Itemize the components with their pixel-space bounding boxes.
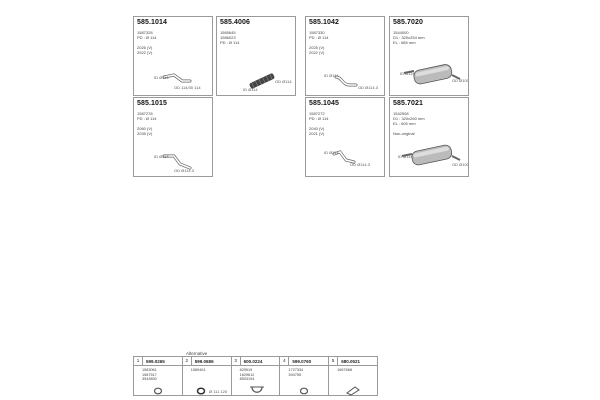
part-number: 585.1045: [309, 100, 339, 107]
flex-pipe-drawing: [217, 17, 296, 96]
label-outlet: OD Ø114.3: [358, 85, 378, 90]
alt-part-number: 599.0686: [194, 358, 214, 364]
part-details: 1587330 PD : Ø 114 2025 (V) 2022 (V): [309, 30, 329, 55]
label-inlet: ID Ø114: [324, 73, 339, 78]
clamp-icon: [134, 357, 183, 397]
part-number: 585.7021: [393, 100, 423, 107]
pipe-drawing: [306, 98, 385, 177]
bracket-icon: [329, 357, 378, 397]
label-outlet: OD Ø114.3: [350, 162, 370, 167]
alt-index: 2: [183, 357, 192, 365]
label-outlet: OD 114/30 114: [174, 85, 201, 90]
muffler-drawing: [390, 17, 469, 96]
alt-details: 1583061 1587517 3943830: [142, 368, 157, 382]
label-inlet: ID Ø114: [398, 154, 413, 159]
alt-index: 4: [280, 357, 289, 365]
alt-part-number: 600.0224: [243, 358, 263, 364]
part-card[interactable]: [305, 16, 385, 96]
alt-part-number: 599.0760: [292, 358, 312, 364]
alt-part-number: 680.0521: [341, 358, 360, 364]
alt-item[interactable]: [183, 357, 232, 395]
part-details: 1544000 D1 : 320x254 mm EL : 685 mm: [393, 30, 425, 45]
gasket-size: Ø 111 120: [208, 389, 227, 394]
alt-details: 629919 1629612 8503194: [239, 368, 255, 382]
part-details: 1587328 PD : Ø 114 2026 (V) 2922 (V): [137, 30, 157, 55]
part-number: 585.4006: [220, 19, 250, 26]
alt-index: 5: [329, 357, 338, 365]
label-inlet: ID Ø114: [400, 71, 415, 76]
label-inlet: ID Ø114: [154, 75, 169, 80]
part-number: 585.1014: [137, 19, 167, 26]
part-card[interactable]: [133, 16, 213, 96]
part-card[interactable]: [133, 97, 213, 177]
label-outlet: OD Ø100: [452, 78, 469, 83]
pipe-drawing: [306, 17, 385, 96]
alternative-title: Alternative: [186, 351, 208, 356]
alt-item[interactable]: [280, 357, 329, 395]
part-card[interactable]: [389, 97, 469, 177]
u-bolt-icon: [232, 357, 281, 397]
pipe-drawing: [134, 98, 213, 177]
alt-details: 1727334 394755: [288, 368, 304, 377]
pipe-drawing: [134, 17, 213, 96]
part-card[interactable]: [389, 16, 469, 96]
alt-details: 1667668: [337, 368, 352, 372]
label-outlet: OD Ø114.3: [174, 168, 194, 173]
part-number: 585.1042: [309, 19, 339, 26]
part-details: 1587278 PD : Ø 114 2060 (V) 2035 (V): [137, 111, 157, 136]
clamp-icon: [280, 357, 329, 397]
alt-index: 1: [134, 357, 143, 365]
part-number: 585.7020: [393, 19, 423, 26]
alt-item[interactable]: [329, 357, 377, 395]
label-inlet: ID Ø114: [243, 87, 258, 92]
alt-item[interactable]: [134, 357, 183, 395]
label-outlet: OD Ø100: [452, 162, 469, 167]
label-inlet: ID Ø114: [324, 150, 339, 155]
label-inlet: ID Ø114: [154, 154, 169, 159]
part-details: 1542508 D1 : 320x260 mm EL : 605 mm Non-original: [393, 111, 425, 136]
gasket-icon: [183, 357, 232, 397]
label-outlet: OD Ø114: [275, 79, 292, 84]
alternative-strip: [133, 356, 378, 396]
muffler-drawing: [390, 98, 469, 177]
alt-item[interactable]: [232, 357, 281, 395]
part-details: 1587272 PD : Ø 114 2040 (V) 2021 (V): [309, 111, 329, 136]
alt-index: 3: [232, 357, 241, 365]
alt-part-number: 599.0265: [146, 358, 165, 364]
part-number: 585.1015: [137, 100, 167, 107]
part-details: 1565645 1586023 PD : Ø 114: [220, 30, 240, 45]
alt-details: 1589461: [190, 368, 206, 372]
part-card[interactable]: [216, 16, 296, 96]
part-card[interactable]: [305, 97, 385, 177]
